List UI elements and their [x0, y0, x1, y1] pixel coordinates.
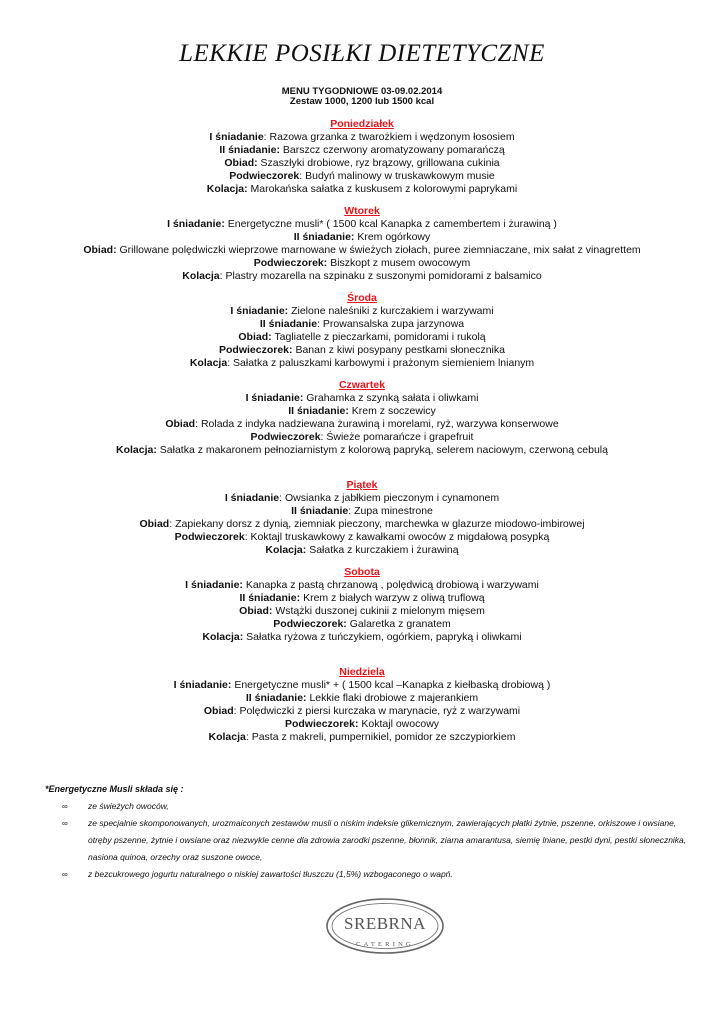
meal-text: Plastry mozarella na szpinaku z suszonymi pomidorami z balsamico [225, 270, 542, 282]
meal-text: Sałatka z makaronem pełnoziarnistym z kolorową papryką, selerem naciowym, czerwoną cebulą [159, 444, 608, 456]
meal-text: Pasta z makreli, pumpernikiel, pomidor ze szczypiorkiem [251, 731, 516, 743]
meal-text: Lekkie flaki drobiowe z majerankiem [309, 692, 479, 704]
day-section-sunday [0, 666, 724, 744]
footnote-list [62, 798, 692, 883]
day-section-friday [0, 479, 724, 557]
weekly-menu [0, 118, 724, 744]
meal-line [0, 131, 724, 144]
meal-sep: : [279, 492, 285, 504]
day-section-wednesday [0, 292, 724, 370]
meal-sep: : [233, 705, 240, 717]
meal-label: Kolacja [189, 357, 228, 369]
meal-label: Obiad [165, 418, 196, 430]
meal-line [0, 618, 724, 631]
footnote-item [62, 866, 692, 883]
meal-label: I śniadanie: [230, 305, 289, 317]
meal-label: I śniadanie [224, 492, 280, 504]
meal-text: Biszkopt z musem owocowym [330, 257, 471, 269]
meal-line [0, 692, 724, 705]
srebrna-catering-logo [324, 896, 446, 960]
day-heading: Niedziela [339, 666, 385, 678]
meal-text: Razowa grzanka z twarożkiem i wędzonym łososiem [269, 131, 515, 143]
meal-text: Koktajl owocowy [361, 718, 440, 730]
meal-label: Kolacja: [265, 544, 307, 556]
meal-sep: : [299, 170, 306, 182]
calorie-sets-heading: Zestaw 1000, 1200 lub 1500 kcal [289, 96, 435, 107]
meal-label: Kolacja [182, 270, 220, 282]
day-section-thursday [0, 379, 724, 457]
meal-sep: : [263, 131, 270, 143]
meal-label: Obiad: [238, 331, 272, 343]
meal-line [0, 531, 724, 544]
meal-sep: : [244, 531, 251, 543]
meal-label: I śniadanie [209, 131, 264, 143]
meal-text: Energetyczne musli* + ( 1500 kcal –Kanapka z kiełbaską drobiową ) [234, 679, 551, 691]
meal-text: Sałatka z kurczakiem i żurawiną [309, 544, 459, 556]
meal-label: II śniadanie: [219, 144, 280, 156]
meal-sep: : [245, 731, 252, 743]
meal-text: Krem z soczewicy [351, 405, 436, 417]
day-section-monday [0, 118, 724, 196]
day-heading: Poniedziałek [330, 118, 394, 130]
meal-label: Obiad: [224, 157, 258, 169]
meal-label: Podwieczorek [250, 431, 321, 443]
meal-line [0, 718, 724, 731]
meal-label: I śniadanie: [185, 579, 243, 591]
footnote-item [62, 815, 692, 866]
meal-line [0, 344, 724, 357]
meal-label: Obiad: [239, 605, 273, 617]
day-section-tuesday [0, 205, 724, 283]
meal-label: II śniadanie [291, 505, 349, 517]
meal-text: Zapiekany dorsz z dynią, ziemniak pieczony, marchewka w glazurze miodowo-imbirowej [175, 518, 585, 530]
footnote-text: ze specjalnie skomponowanych, urozmaiconych zestawów musli o niskim indeksie glikemicznym, zawierających płatki żytnie, pszenne, orkiszowe i owsiane, otręby pszenne, żytnie i owsiane oraz niezwykle cenne dla zdrowia zarodki pszenne, błonnik, ziarna amarantusa, siemię lniane, pestki dyni, pestki słonecznika, nasiona quinoa, orzechy oraz suszone owoce, [88, 818, 687, 862]
meal-line [0, 518, 724, 531]
footnote-title: *Energetyczne Musli składa się : [45, 784, 184, 794]
day-section-saturday [0, 566, 724, 644]
meal-line [0, 418, 724, 431]
meal-label: II śniadanie: [288, 405, 349, 417]
meal-line [0, 244, 724, 257]
meal-line [0, 405, 724, 418]
meal-line [0, 431, 724, 444]
meal-text: Budyń malinowy w truskawkowym musie [305, 170, 495, 182]
meal-sep: : [317, 318, 323, 330]
meal-sep: : [195, 418, 201, 430]
meal-label: Podwieczorek [229, 170, 300, 182]
meal-label: Obiad [139, 518, 170, 530]
meal-text: Koktajl truskawkowy z kawałkami owoców z migdałową posypką [250, 531, 550, 543]
meal-text: Grillowane polędwiczki wieprzowe marnowane w świeżych ziołach, puree ziemniaczane, mix sałat z vinagrettem [119, 244, 641, 256]
meal-text: Galaretka z granatem [349, 618, 451, 630]
meal-line [0, 731, 724, 744]
infinity-bullet-icon: ∞ [62, 870, 68, 879]
meal-text: Marokańska sałatka z kuskusem z kolorowymi paprykami [250, 183, 518, 195]
day-heading: Piątek [346, 479, 378, 491]
day-heading: Czwartek [338, 379, 386, 391]
meal-line [0, 544, 724, 557]
meal-text: Owsianka z jabłkiem pieczonym i cynamonem [284, 492, 500, 504]
meal-label: Kolacja [208, 731, 246, 743]
meal-text: Zupa minestrone [354, 505, 433, 517]
meal-line [0, 183, 724, 196]
meal-label: Podwieczorek: [284, 718, 359, 730]
footnote-text: z bezcukrowego jogurtu naturalnego o niskiej zawartości tłuszczu (1,5%) wzbogaconego o wapń. [88, 869, 453, 879]
meal-line [0, 305, 724, 318]
menu-week-heading: MENU TYGODNIOWE 03-09.02.2014 [281, 86, 443, 97]
meal-text: Świeże pomarańcze i grapefruit [326, 431, 474, 443]
footnote-text: ze świeżych owoców, [88, 801, 169, 811]
meal-line [0, 592, 724, 605]
meal-line [0, 392, 724, 405]
meal-label: Kolacja: [116, 444, 157, 456]
infinity-bullet-icon: ∞ [62, 802, 68, 811]
meal-text: Grahamka z szynką sałata i oliwkami [306, 392, 479, 404]
meal-sep: : [320, 431, 327, 443]
meal-text: Polędwiczki z piersi kurczaka w marynacie, ryż z warzywami [239, 705, 521, 717]
meal-sep: : [169, 518, 176, 530]
meal-line [0, 505, 724, 518]
meal-line [0, 218, 724, 231]
meal-sep: : [227, 357, 234, 369]
meal-text: Rolada z indyka nadziewana żurawiną i morelami, ryż, warzywa konserwowe [200, 418, 559, 430]
meal-line [0, 318, 724, 331]
meal-label: Obiad [203, 705, 234, 717]
meal-line [0, 492, 724, 505]
infinity-bullet-icon: ∞ [62, 819, 68, 828]
meal-line [0, 170, 724, 183]
meal-label: I śniadanie: [245, 392, 304, 404]
meal-text: Wstążki duszonej cukinii z mielonym mięsem [275, 605, 485, 617]
meal-text: Barszcz czerwony aromatyzowany pomarańczą [282, 144, 505, 156]
meal-label: I śniadanie: [167, 218, 225, 230]
meal-label: II śniadanie [259, 318, 318, 330]
meal-label: II śniadanie: [245, 692, 307, 704]
meal-line [0, 631, 724, 644]
meal-text: Sałatka z paluszkami karbowymi i prażonym siemieniem lnianym [233, 357, 535, 369]
day-heading: Środa [347, 292, 377, 304]
footnote-item [62, 798, 692, 815]
meal-line [0, 231, 724, 244]
meal-label: Podwieczorek: [219, 344, 293, 356]
meal-text: Krem ogórkowy [357, 231, 431, 243]
meal-label: II śniadanie: [239, 592, 301, 604]
meal-text: Sałatka ryżowa z tuńczykiem, ogórkiem, papryką i oliwkami [246, 631, 522, 643]
day-heading: Wtorek [344, 205, 380, 217]
meal-label: Kolacja: [206, 183, 248, 195]
meal-text: Energetyczne musli* ( 1500 kcal Kanapka z camembertem i żurawiną ) [227, 218, 557, 230]
day-heading: Sobota [344, 566, 380, 578]
logo-name: SREBRNA [344, 914, 426, 933]
meal-line [0, 579, 724, 592]
meal-sep: : [219, 270, 226, 282]
meal-label: Podwieczorek: [273, 618, 347, 630]
meal-text: Kanapka z pastą chrzanową , polędwicą drobiową i warzywami [245, 579, 539, 591]
meal-line [0, 270, 724, 283]
meal-text: Krem z białych warzyw z oliwą truflową [303, 592, 485, 604]
meal-label: Podwieczorek: [253, 257, 328, 269]
meal-line [0, 605, 724, 618]
meal-text: Prowansalska zupa jarzynowa [322, 318, 465, 330]
meal-line [0, 144, 724, 157]
meal-label: Kolacja: [202, 631, 244, 643]
meal-text: Tagliatelle z pieczarkami, pomidorami i rukolą [274, 331, 486, 343]
meal-line [0, 331, 724, 344]
meal-text: Zielone naleśniki z kurczakiem i warzywami [291, 305, 494, 317]
meal-text: Szaszłyki drobiowe, ryz brązowy, grillowana cukinia [260, 157, 500, 169]
meal-text: Banan z kiwi posypany pestkami słonecznika [295, 344, 505, 356]
meal-line [0, 357, 724, 370]
page-title: LEKKIE POSIŁKI DIETETYCZNE [179, 40, 545, 67]
meal-label: II śniadanie: [293, 231, 355, 243]
meal-label: I śniadanie: [173, 679, 232, 691]
meal-label: Podwieczorek [174, 531, 245, 543]
meal-line [0, 257, 724, 270]
meal-label: Obiad: [83, 244, 117, 256]
meal-line [0, 157, 724, 170]
meal-sep: : [348, 505, 355, 517]
meal-line [0, 444, 724, 457]
meal-line [0, 679, 724, 692]
meal-line [0, 705, 724, 718]
logo-tagline: CATERING [356, 941, 414, 948]
